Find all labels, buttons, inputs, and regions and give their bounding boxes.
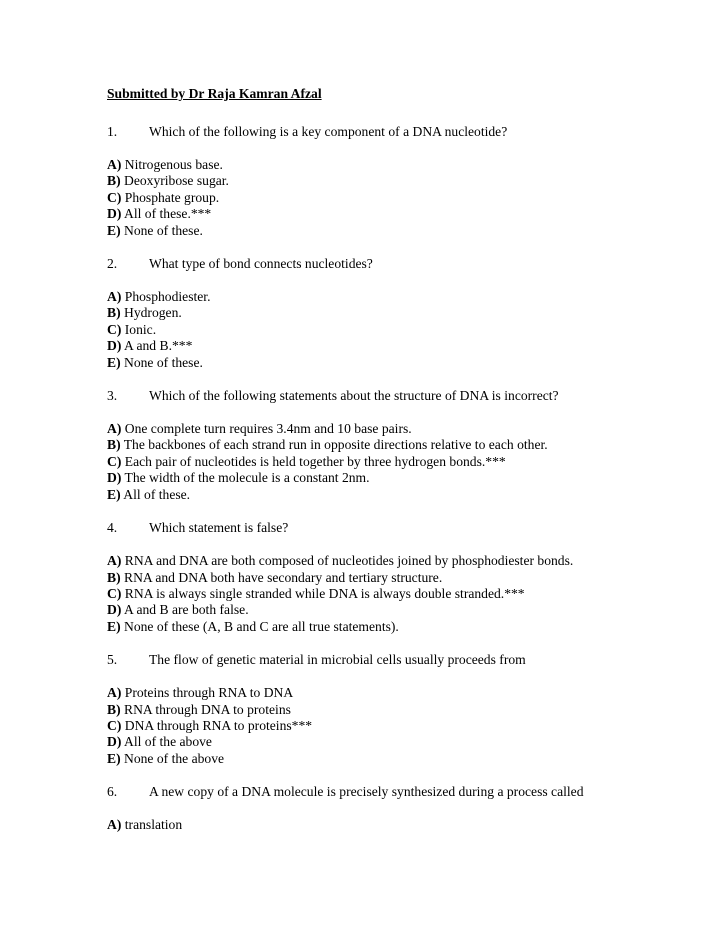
question-prompt <box>107 520 707 536</box>
question-text: What type of bond connects nucleotides? <box>149 256 373 272</box>
option-text: One complete turn requires 3.4nm and 10 base pairs. <box>124 421 412 437</box>
option-letter: A) <box>107 421 122 437</box>
option-letter: E) <box>107 354 121 370</box>
option-letter: C) <box>107 717 122 733</box>
option-letter: D) <box>107 470 122 486</box>
question-prompt <box>107 784 707 800</box>
option-text: None of these. <box>124 354 203 370</box>
question-block <box>107 520 707 635</box>
question-prompt <box>107 652 707 668</box>
question-block <box>107 652 707 767</box>
answer-option <box>107 570 707 586</box>
option-letter: B) <box>107 701 121 717</box>
answer-option <box>107 619 707 635</box>
answer-option <box>107 305 707 321</box>
answer-option <box>107 454 707 470</box>
option-text: Proteins through RNA to DNA <box>124 685 294 701</box>
question-text: A new copy of a DNA molecule is precisely synthesized during a process called <box>149 784 584 800</box>
option-text: translation <box>124 817 183 833</box>
question-text: Which statement is false? <box>149 520 289 536</box>
question-block <box>107 784 707 833</box>
option-text: The backbones of each strand run in opposite directions relative to each other. <box>123 437 548 453</box>
answer-option <box>107 190 707 206</box>
answer-option <box>107 553 707 569</box>
answer-option <box>107 685 707 701</box>
answer-option <box>107 173 707 189</box>
option-letter: A) <box>107 685 122 701</box>
answer-option <box>107 437 707 453</box>
option-letter: E) <box>107 486 121 502</box>
option-text: RNA and DNA are both composed of nucleotides joined by phosphodiester bonds. <box>124 553 574 569</box>
question-block <box>107 256 707 371</box>
option-text: Each pair of nucleotides is held together by three hydrogen bonds.*** <box>124 453 506 469</box>
option-letter: D) <box>107 734 122 750</box>
answer-options <box>107 553 707 635</box>
question-text: The flow of genetic material in microbial cells usually proceeds from <box>149 652 526 668</box>
question-number: 6. <box>107 784 118 800</box>
answer-option <box>107 817 707 833</box>
option-text: The width of the molecule is a constant 2nm. <box>124 470 370 486</box>
answer-option <box>107 223 707 239</box>
option-text: Ionic. <box>124 321 157 337</box>
question-list <box>107 124 707 834</box>
option-letter: D) <box>107 206 122 222</box>
question-block <box>107 124 707 239</box>
option-text: RNA through DNA to proteins <box>124 701 291 717</box>
option-letter: C) <box>107 585 122 601</box>
question-text: Which of the following statements about the structure of DNA is incorrect? <box>149 388 559 404</box>
option-text: Deoxyribose sugar. <box>124 173 229 189</box>
question-prompt <box>107 388 707 404</box>
answer-options <box>107 157 707 239</box>
option-letter: D) <box>107 602 122 618</box>
option-text: A and B.*** <box>124 338 193 354</box>
option-text: All of these.*** <box>124 206 212 222</box>
option-text: None of these. <box>124 222 203 238</box>
question-block <box>107 388 707 503</box>
document-title: Submitted by Dr Raja Kamran Afzal <box>107 86 322 101</box>
option-letter: C) <box>107 321 122 337</box>
option-letter: A) <box>107 289 122 305</box>
answer-option <box>107 470 707 486</box>
option-letter: C) <box>107 453 122 469</box>
answer-options <box>107 289 707 371</box>
answer-option <box>107 421 707 437</box>
answer-option <box>107 718 707 734</box>
option-text: Nitrogenous base. <box>124 157 223 172</box>
option-letter: D) <box>107 338 122 354</box>
option-text: DNA through RNA to proteins*** <box>124 717 313 733</box>
option-text: All of the above <box>124 734 212 750</box>
option-text: RNA is always single stranded while DNA is always double stranded.*** <box>124 585 525 601</box>
question-text: Which of the following is a key component of a DNA nucleotide? <box>149 124 508 139</box>
option-letter: E) <box>107 222 121 238</box>
option-text: Phosphate group. <box>124 189 220 205</box>
option-text: RNA and DNA both have secondary and tertiary structure. <box>124 569 443 585</box>
answer-option <box>107 206 707 222</box>
answer-option <box>107 586 707 602</box>
option-letter: A) <box>107 817 122 833</box>
question-number: 2. <box>107 256 118 272</box>
answer-option <box>107 338 707 354</box>
question-number: 5. <box>107 652 118 668</box>
option-text: None of these (A, B and C are all true statements). <box>124 618 399 634</box>
question-prompt <box>107 124 707 140</box>
answer-options <box>107 685 707 767</box>
question-prompt <box>107 256 707 272</box>
answer-options <box>107 817 707 833</box>
question-number: 3. <box>107 388 118 404</box>
option-letter: B) <box>107 173 121 189</box>
answer-options <box>107 421 707 503</box>
answer-option <box>107 157 707 173</box>
option-letter: E) <box>107 750 121 766</box>
answer-option <box>107 702 707 718</box>
option-letter: C) <box>107 189 122 205</box>
option-text: None of the above <box>124 750 225 766</box>
answer-option <box>107 322 707 338</box>
answer-option <box>107 734 707 750</box>
option-letter: A) <box>107 553 122 569</box>
option-letter: B) <box>107 569 121 585</box>
question-number: 4. <box>107 520 118 536</box>
document-page <box>107 86 707 851</box>
option-text: Hydrogen. <box>124 305 182 321</box>
answer-option <box>107 602 707 618</box>
question-number: 1. <box>107 124 118 139</box>
option-text: All of these. <box>123 486 191 502</box>
option-letter: E) <box>107 618 121 634</box>
option-text: Phosphodiester. <box>124 289 211 305</box>
option-letter: B) <box>107 437 121 453</box>
option-text: A and B are both false. <box>124 602 249 618</box>
answer-option <box>107 487 707 503</box>
option-letter: B) <box>107 305 121 321</box>
answer-option <box>107 355 707 371</box>
option-letter: A) <box>107 157 122 172</box>
answer-option <box>107 289 707 305</box>
answer-option <box>107 751 707 767</box>
